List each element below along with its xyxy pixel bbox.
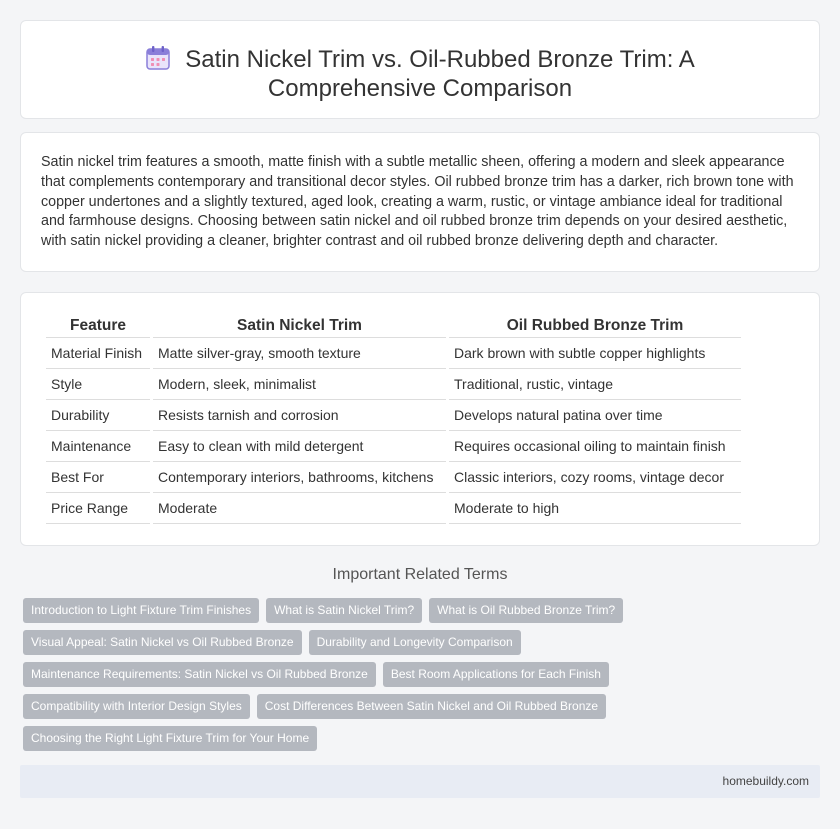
column-header-oil-rubbed-bronze: Oil Rubbed Bronze Trim <box>449 315 741 338</box>
page-title-wrap <box>61 45 779 103</box>
row-satin-nickel: Resists tarnish and corrosion <box>153 400 446 431</box>
table-header-row <box>46 315 741 338</box>
row-oil-rubbed-bronze: Traditional, rustic, vintage <box>449 369 741 400</box>
summary-card <box>20 132 820 272</box>
table-row <box>46 400 741 431</box>
table-row <box>46 462 741 493</box>
related-terms-title: Important Related Terms <box>332 566 508 583</box>
table-row <box>46 431 741 462</box>
row-oil-rubbed-bronze: Classic interiors, cozy rooms, vintage decor <box>449 462 741 493</box>
row-feature: Maintenance <box>46 431 150 462</box>
related-terms-list <box>23 598 823 758</box>
row-oil-rubbed-bronze: Develops natural patina over time <box>449 400 741 431</box>
row-feature: Style <box>46 369 150 400</box>
related-term-tag[interactable]: Visual Appeal: Satin Nickel vs Oil Rubbed Bronze <box>23 630 302 655</box>
comparison-table-card <box>20 292 820 546</box>
row-satin-nickel: Moderate <box>153 493 446 524</box>
related-term-tag[interactable]: Introduction to Light Fixture Trim Finishes <box>23 598 259 623</box>
related-term-tag[interactable]: Durability and Longevity Comparison <box>309 630 521 655</box>
related-term-tag[interactable]: Maintenance Requirements: Satin Nickel vs Oil Rubbed Bronze <box>23 662 376 687</box>
related-term-tag[interactable]: Choosing the Right Light Fixture Trim for Your Home <box>23 726 317 751</box>
column-header-feature: Feature <box>46 315 150 338</box>
row-oil-rubbed-bronze: Moderate to high <box>449 493 741 524</box>
table-row <box>46 493 741 524</box>
row-satin-nickel: Contemporary interiors, bathrooms, kitchens <box>153 462 446 493</box>
summary-text: Satin nickel trim features a smooth, matte finish with a subtle metallic sheen, offering a modern and sleek appearance that complements contemporary and transitional decor styles. Oil rubbed bronze trim has a darker, rich brown tone with copper undertones and a slightly textured, aged look, creating a warm, rustic, or vintage ambiance ideal for traditional and farmhouse designs. Choosing between satin nickel and oil rubbed bronze trim depends on your desired aesthetic, with satin nickel providing a cleaner, brighter contrast and oil rubbed bronze delivering depth and character. <box>41 154 794 250</box>
header-card <box>20 20 820 119</box>
related-term-tag[interactable]: Compatibility with Interior Design Styles <box>23 694 250 719</box>
page-title: Satin Nickel Trim vs. Oil-Rubbed Bronze Trim: A Comprehensive Comparison <box>185 46 695 102</box>
related-term-tag[interactable]: Cost Differences Between Satin Nickel and Oil Rubbed Bronze <box>257 694 606 719</box>
related-term-tag[interactable]: What is Satin Nickel Trim? <box>266 598 422 623</box>
row-feature: Price Range <box>46 493 150 524</box>
row-satin-nickel: Easy to clean with mild detergent <box>153 431 446 462</box>
calendar-icon <box>145 45 171 71</box>
footer <box>20 765 820 798</box>
row-satin-nickel: Matte silver-gray, smooth texture <box>153 338 446 369</box>
column-header-satin-nickel: Satin Nickel Trim <box>153 315 446 338</box>
comparison-table <box>43 315 744 524</box>
row-oil-rubbed-bronze: Dark brown with subtle copper highlights <box>449 338 741 369</box>
row-satin-nickel: Modern, sleek, minimalist <box>153 369 446 400</box>
row-feature: Material Finish <box>46 338 150 369</box>
row-feature: Best For <box>46 462 150 493</box>
row-oil-rubbed-bronze: Requires occasional oiling to maintain finish <box>449 431 741 462</box>
related-term-tag[interactable]: Best Room Applications for Each Finish <box>383 662 609 687</box>
footer-site-name[interactable]: homebuildy.com <box>722 774 809 788</box>
related-term-tag[interactable]: What is Oil Rubbed Bronze Trim? <box>429 598 623 623</box>
table-row <box>46 338 741 369</box>
row-feature: Durability <box>46 400 150 431</box>
table-row <box>46 369 741 400</box>
